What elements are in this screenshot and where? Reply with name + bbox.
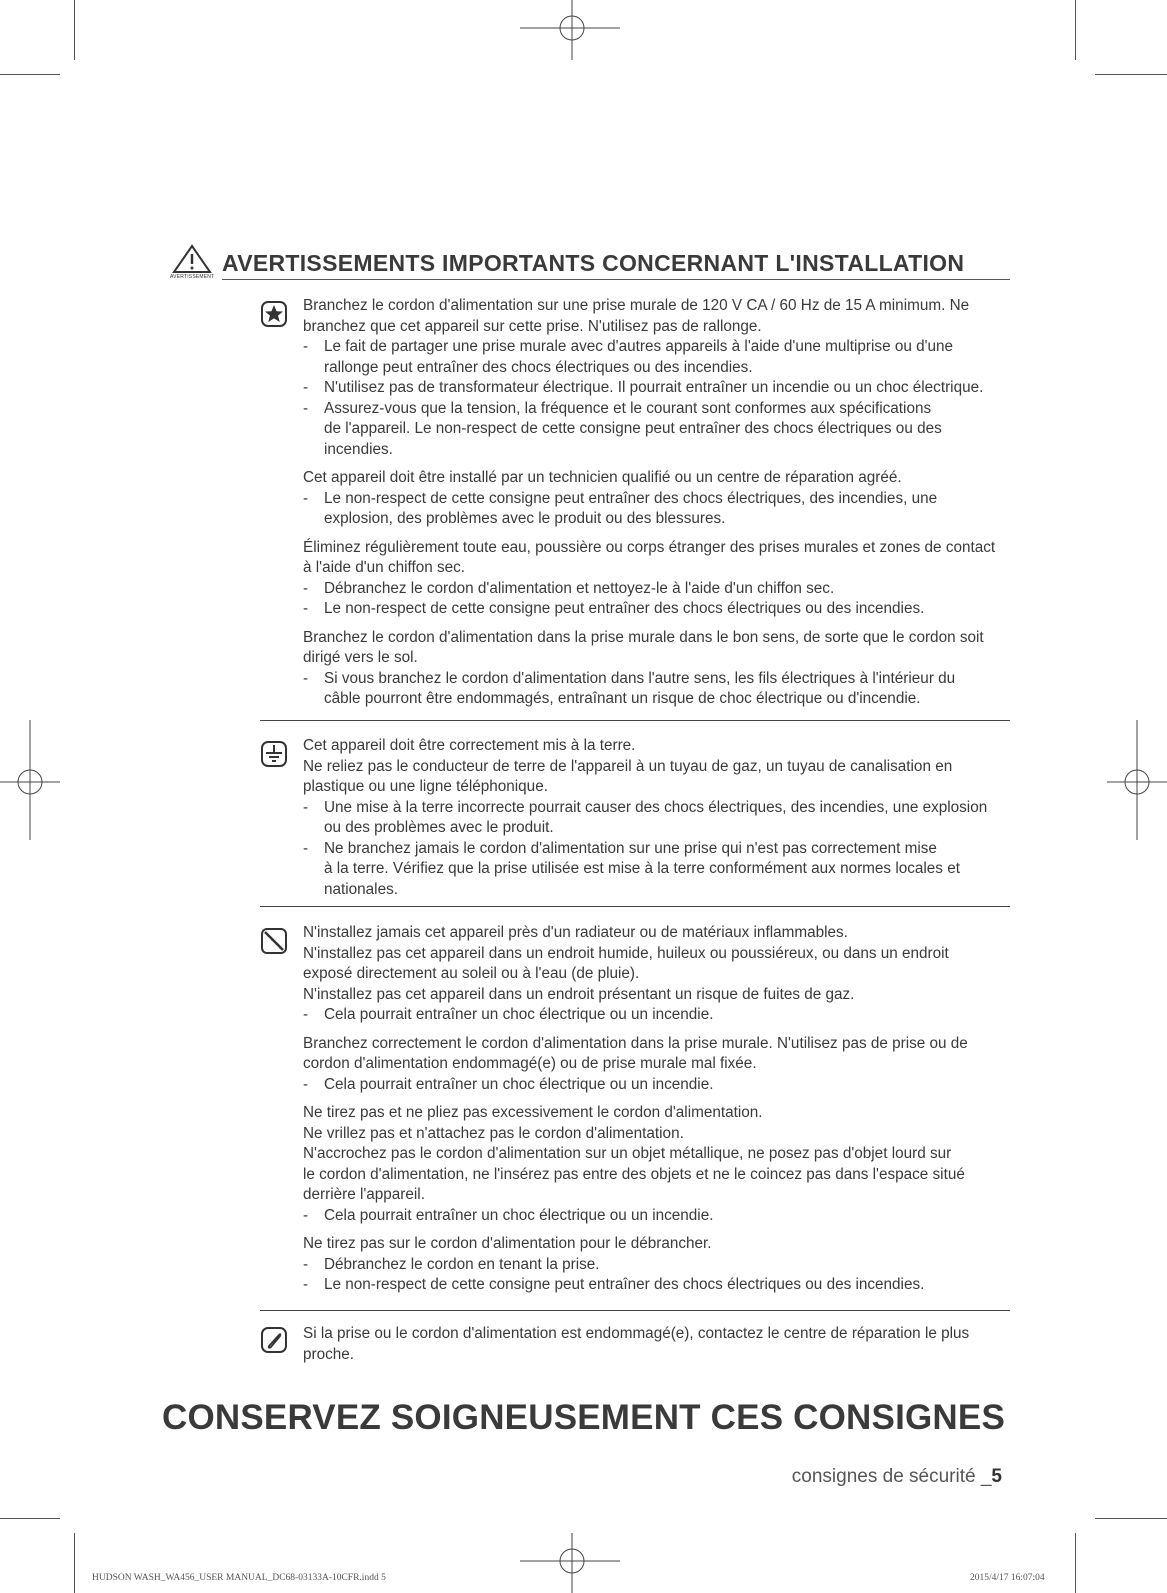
crop-mark	[74, 1533, 75, 1593]
instruction-group	[303, 628, 1003, 710]
crop-mark	[74, 0, 75, 60]
bullet-line: - Assurez-vous que la tension, la fréquence et le courant sont conformes aux spécifications	[324, 399, 932, 417]
bullet-line: - Cela pourrait entraîner un choc électrique ou un incendie.	[324, 1206, 714, 1224]
registration-mark-top	[520, 0, 620, 60]
instruction-group	[303, 1234, 1003, 1296]
bullet-line: - Débranchez le cordon d'alimentation et nettoyez-le à l'aide d'un chiffon sec.	[324, 579, 835, 597]
bullet-item	[303, 1255, 1003, 1276]
instruction-group	[303, 1324, 1003, 1365]
instruction-group	[303, 923, 1003, 1026]
bullet-item	[303, 489, 1003, 530]
registration-mark-right	[1107, 720, 1167, 840]
section-location	[260, 923, 1010, 1308]
bullet-line: rallonge peut entraîner des chocs électriques ou des incendies.	[324, 358, 753, 376]
instruction-line: proche.	[303, 1345, 355, 1363]
crop-mark	[1075, 0, 1076, 60]
bullet-item	[303, 1206, 1003, 1227]
ground-icon	[260, 740, 288, 768]
bullet-item	[303, 669, 1003, 710]
section-body	[303, 923, 1003, 1304]
instruction-group	[303, 468, 1003, 530]
instruction-group	[303, 538, 1003, 620]
title-divider	[222, 279, 1010, 280]
bullet-line: incendies.	[324, 440, 393, 458]
instruction-line: Branchez le cordon d'alimentation dans la prise murale dans le bon sens, de sorte que le cordon soit	[303, 628, 984, 646]
instruction-group	[303, 1103, 1003, 1226]
instruction-line: Ne tirez pas sur le cordon d'alimentation pour le débrancher.	[303, 1235, 712, 1252]
section-repair	[260, 1324, 1010, 1369]
section-body	[303, 736, 1003, 908]
bullet-item	[303, 1275, 1003, 1296]
instruction-line: Si la prise ou le cordon d'alimentation est endommagé(e), contactez le centre de réparation le plus	[303, 1325, 970, 1342]
instruction-line: Branchez correctement le cordon d'alimentation dans la prise murale. N'utilisez pas de prise ou de	[303, 1034, 968, 1052]
instruction-group	[303, 296, 1003, 460]
bullet-item	[303, 337, 1003, 378]
bullet-line: - Ne branchez jamais le cordon d'alimentation sur une prise qui n'est pas correctement mise	[324, 839, 937, 857]
instruction-line: Cet appareil doit être correctement mis à la terre.	[303, 737, 636, 754]
registration-mark-left	[0, 720, 60, 840]
bullet-item	[303, 839, 1003, 901]
bullet-item	[303, 399, 1003, 461]
warning-label: AVERTISSEMENT	[170, 274, 215, 280]
star-box-icon	[260, 300, 288, 328]
section-divider	[260, 906, 1010, 907]
crop-mark	[1095, 74, 1167, 75]
prohibited-icon	[260, 927, 288, 955]
section-power-cord	[260, 296, 1010, 716]
instruction-line: N'installez pas cet appareil dans un endroit présentant un risque de fuites de gaz.	[303, 985, 855, 1003]
instruction-line: le cordon d'alimentation, ne l'insérez pas entre des objets et ne le coincez pas dans l'espace situé	[303, 1165, 965, 1183]
instruction-line: à l'aide d'un chiffon sec.	[303, 559, 466, 576]
section-body	[303, 296, 1003, 718]
instruction-line: Éliminez régulièrement toute eau, poussière ou corps étranger des prises murales et zones de contact	[303, 538, 996, 556]
instruction-line: plastique ou une ligne téléphonique.	[303, 778, 548, 795]
instruction-line: N'installez jamais cet appareil près d'un radiateur ou de matériaux inflammables.	[303, 924, 848, 941]
instruction-line: derrière l'appareil.	[303, 1186, 425, 1203]
footer-section-text: consignes de sécurité _	[791, 1466, 992, 1487]
registration-mark-bottom	[520, 1533, 620, 1593]
bullet-line: - Si vous branchez le cordon d'alimentation dans l'autre sens, les fils électriques à l'intérieur du	[324, 669, 956, 687]
phone-icon	[260, 1326, 288, 1354]
bullet-line: - Le fait de partager une prise murale avec d'autres appareils à l'aide d'une multiprise ou d'une	[324, 338, 954, 355]
bullet-item	[303, 378, 1003, 399]
bullet-item	[303, 1075, 1003, 1096]
bullet-line: - Le non-respect de cette consigne peut entraîner des chocs électriques ou des incendies.	[324, 1276, 925, 1293]
instruction-line: N'installez pas cet appareil dans un endroit humide, huileux ou poussiéreux, ou dans un endroit	[303, 944, 949, 962]
bullet-line: explosion, des problèmes avec le produit ou des blessures.	[324, 510, 726, 527]
crop-mark	[1095, 1518, 1167, 1519]
instruction-line: Cet appareil doit être installé par un technicien qualifié ou un centre de réparation agréé.	[303, 469, 902, 486]
crop-mark	[0, 1518, 60, 1519]
instruction-group	[303, 736, 1003, 900]
section-body	[303, 1324, 1003, 1373]
heading-row	[170, 244, 1010, 284]
bullet-line: câble pourront être endommagés, entraînant un risque de choc électrique ou d'incendie.	[324, 690, 921, 707]
bullet-item	[303, 599, 1003, 620]
bullet-line: - N'utilisez pas de transformateur électrique. Il pourrait entraîner un incendie ou un choc électrique.	[324, 379, 984, 396]
bullet-line: nationales.	[324, 880, 398, 898]
crop-mark	[0, 74, 60, 75]
closing-title: CONSERVEZ SOIGNEUSEMENT CES CONSIGNES	[161, 1398, 1005, 1437]
page-number: 5	[991, 1466, 1002, 1487]
footer-section-label	[792, 1466, 1002, 1488]
instruction-line: Branchez le cordon d'alimentation sur une prise murale de 120 V CA / 60 Hz de 15 A minimum. Ne	[303, 297, 970, 314]
bullet-item	[303, 798, 1003, 839]
print-timestamp: 2015/4/17 16:07:04	[970, 1573, 1045, 1583]
instruction-line: exposé directement au soleil ou à l'eau (de pluie).	[303, 965, 640, 982]
instruction-line: Ne tirez pas et ne pliez pas excessivement le cordon d'alimentation.	[303, 1104, 763, 1121]
bullet-line: - Le non-respect de cette consigne peut entraîner des chocs électriques ou des incendies.	[324, 600, 925, 617]
bullet-item	[303, 579, 1003, 600]
bullet-line: à la terre. Vérifiez que la prise utilisée est mise à la terre conformément aux normes locales et	[324, 860, 960, 877]
bullet-line: - Débranchez le cordon en tenant la prise.	[324, 1255, 600, 1273]
instruction-line: branchez que cet appareil sur cette prise. N'utilisez pas de rallonge.	[303, 317, 762, 335]
bullet-line: - Cela pourrait entraîner un choc électrique ou un incendie.	[324, 1006, 714, 1023]
instruction-line: dirigé vers le sol.	[303, 649, 418, 666]
bullet-line: ou des problèmes avec le produit.	[324, 819, 554, 836]
bullet-line: - Une mise à la terre incorrecte pourrait causer des chocs électriques, des incendies, une explosion	[324, 798, 988, 816]
bullet-line: de l'appareil. Le non-respect de cette consigne peut entraîner des chocs électriques ou des	[324, 420, 942, 437]
instruction-group	[303, 1034, 1003, 1096]
instruction-line: cordon d'alimentation endommagé(e) ou de prise murale mal fixée.	[303, 1055, 757, 1072]
section-grounding	[260, 736, 1010, 901]
page-title: AVERTISSEMENTS IMPORTANTS CONCERNANT L'INSTALLATION	[222, 250, 965, 276]
bullet-item	[303, 1005, 1003, 1026]
instruction-line: Ne reliez pas le conducteur de terre de l'appareil à un tuyau de gaz, un tuyau de canalisation en	[303, 757, 953, 775]
instruction-line: Ne vrillez pas et n'attachez pas le cordon d'alimentation.	[303, 1124, 684, 1142]
bullet-line: - Cela pourrait entraîner un choc électrique ou un incendie.	[324, 1075, 714, 1093]
instruction-line: N'accrochez pas le cordon d'alimentation sur un objet métallique, ne posez pas d'objet lourd sur	[303, 1145, 952, 1162]
file-info: HUDSON WASH_WA456_USER MANUAL_DC68-03133A-10CFR.indd 5	[92, 1573, 386, 1583]
crop-mark	[1075, 1533, 1076, 1593]
section-divider	[260, 1310, 1010, 1311]
bullet-line: - Le non-respect de cette consigne peut entraîner des chocs électriques, des incendies, une	[324, 489, 938, 507]
section-divider	[260, 720, 1010, 721]
